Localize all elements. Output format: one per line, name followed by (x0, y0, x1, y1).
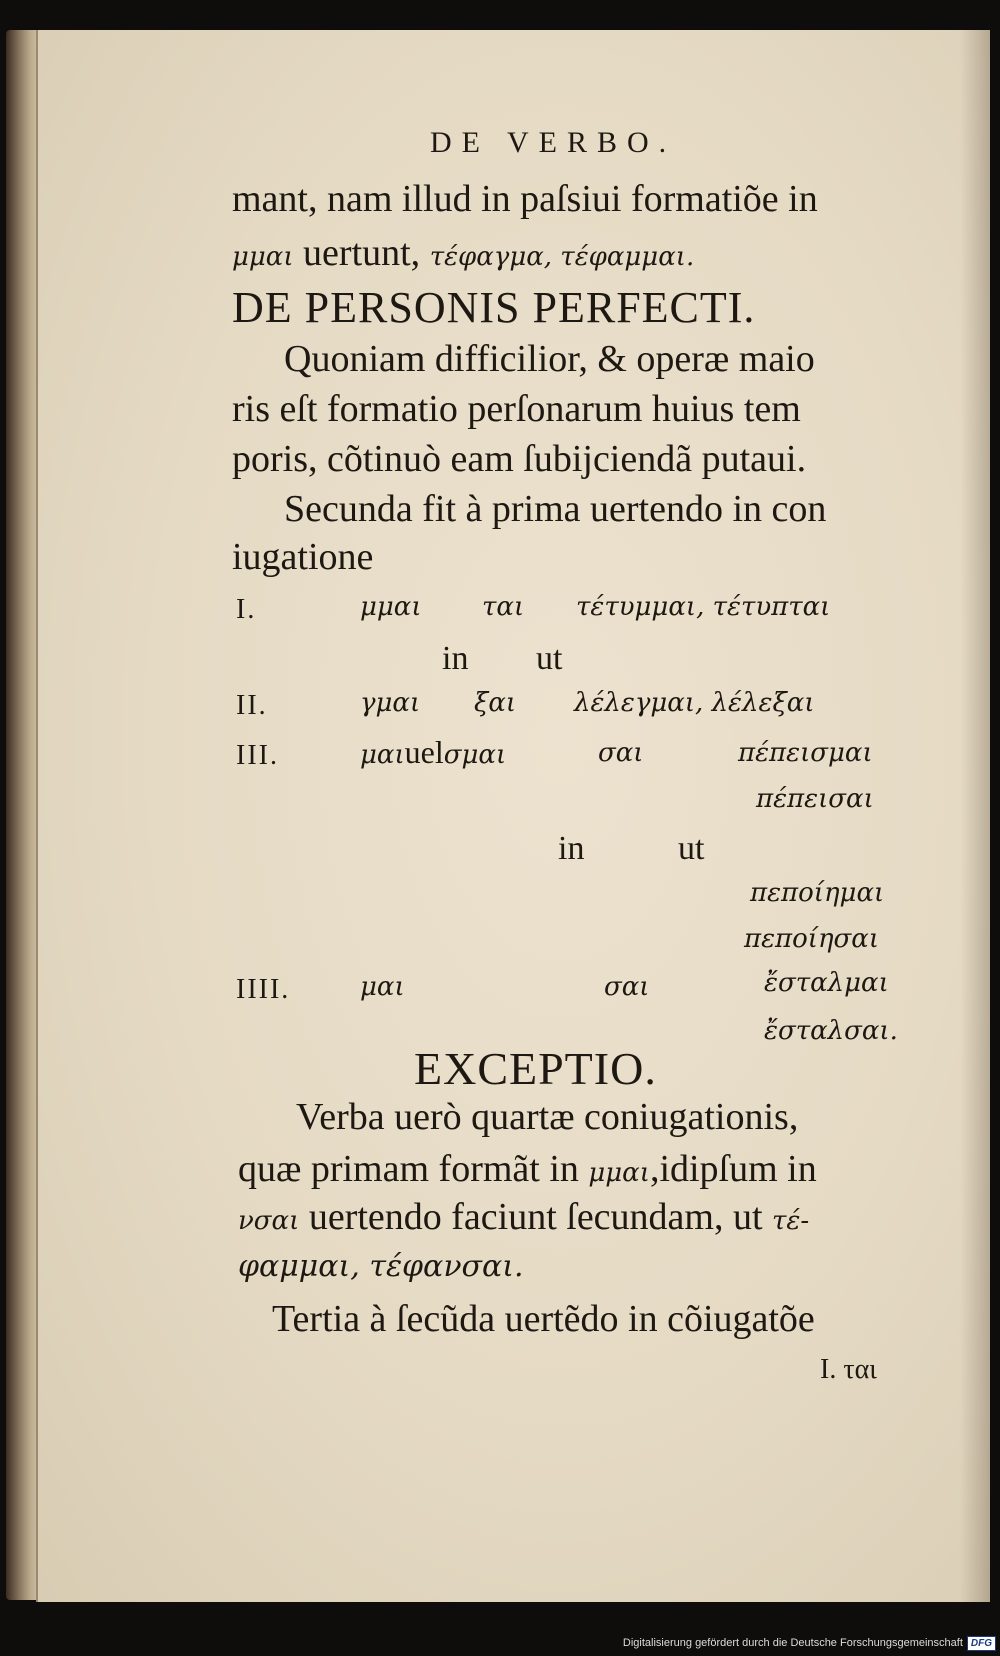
text-line-7: iugatione (232, 536, 374, 578)
text-line-6: Secunda fit à prima uertendo in con (284, 488, 827, 530)
exception-line-3 (238, 1198, 809, 1236)
table-row-4-number: IIII. (236, 974, 291, 1005)
text-line-1: mant, nam illud in paſsiui formatiõe in (232, 178, 818, 220)
catchword: I. ται (820, 1354, 877, 1385)
running-head: DE VERBO. (430, 126, 677, 159)
table-row-3-ending-b: σμαι (443, 740, 507, 770)
table-row-1-example: τέτυμμαι, τέτυπται (576, 592, 831, 622)
table-row-4-new-ending: σαι (604, 972, 650, 1002)
table-row-3-example-1: πέπεισμαι (738, 738, 873, 768)
text-line-2 (232, 234, 694, 272)
section-heading-exceptio: EXCEPTIO. (414, 1043, 657, 1094)
greek-examples: τέφαγμα, τέφαμμαι. (429, 242, 695, 272)
table-row-3-ut: ut (678, 830, 705, 867)
text-line-2-latin: uertunt, (303, 232, 421, 274)
text-line-4: ris eſt formatio perſonarum huius tem (232, 388, 801, 430)
table-row-3-example-2: πέπεισαι (756, 784, 874, 814)
table-row-3-example-3: πεποίημαι (750, 878, 885, 908)
section-heading-de-personis: DE PERSONIS PERFECTI. (232, 283, 756, 332)
text-line-5: poris, cõtinuò eam ſubijciendã putaui. (232, 438, 807, 480)
table-row-1-new-ending: ται (482, 592, 525, 622)
table-row-2-ending: γμαι (360, 688, 421, 718)
exception-line-3-greek: νσαι (238, 1206, 300, 1236)
table-row-1-in: in (442, 640, 469, 677)
exception-line-2 (238, 1150, 817, 1188)
table-row-2-example: λέλεγμαι, λέλεξαι (574, 688, 815, 718)
exception-line-5: Tertia à ſecũda uertẽdo in cõiugatõe (272, 1298, 815, 1340)
table-row-3-example-4: πεποίησαι (744, 924, 880, 954)
table-row-3-number: III. (236, 740, 279, 771)
exception-line-2-tail: ,idipſum in (649, 1148, 817, 1190)
text-line-3: Quoniam difficilior, & operæ maio (284, 338, 815, 380)
exception-line-2-latin: quæ primam formãt in (238, 1148, 579, 1190)
footer-credit-text: Digitalisierung gefördert durch die Deutsche Forschungsgemeinschaft (622, 1637, 963, 1649)
table-row-3-ending-a: μαι (360, 740, 405, 770)
book-page (36, 30, 990, 1602)
exception-line-1: Verba uerò quartæ coniugationis, (296, 1096, 799, 1138)
exception-line-3-latin: uertendo faciunt ſecundam, ut (308, 1196, 763, 1238)
table-row-3-ending (360, 736, 506, 768)
book-binding-edge (6, 30, 40, 1600)
table-row-2-number: II. (236, 690, 268, 721)
table-row-4-example-1: ἔσταλμαι (764, 968, 889, 998)
table-row-2-new-ending: ξαι (474, 688, 517, 718)
exception-line-3-tail: τέ- (772, 1206, 810, 1236)
table-row-3-in: in (558, 830, 585, 867)
exception-line-2-greek: μμαι (588, 1158, 650, 1188)
greek-ending: μμαι (232, 242, 294, 272)
table-row-3-uel: uel (404, 734, 444, 770)
table-row-1-ut: ut (536, 640, 563, 677)
exception-line-4: φαμμαι, τέφανσαι. (238, 1249, 524, 1284)
table-row-4-ending: μαι (360, 972, 405, 1002)
table-row-1-number: I. (236, 594, 257, 625)
dfg-logo: DFG (967, 1636, 996, 1651)
page-shadow (960, 30, 990, 1602)
table-row-4-example-2: ἔσταλσαι. (764, 1016, 898, 1046)
table-row-1-ending: μμαι (360, 592, 422, 622)
table-row-3-new-ending: σαι (598, 738, 644, 768)
digitization-footer (623, 1634, 996, 1652)
